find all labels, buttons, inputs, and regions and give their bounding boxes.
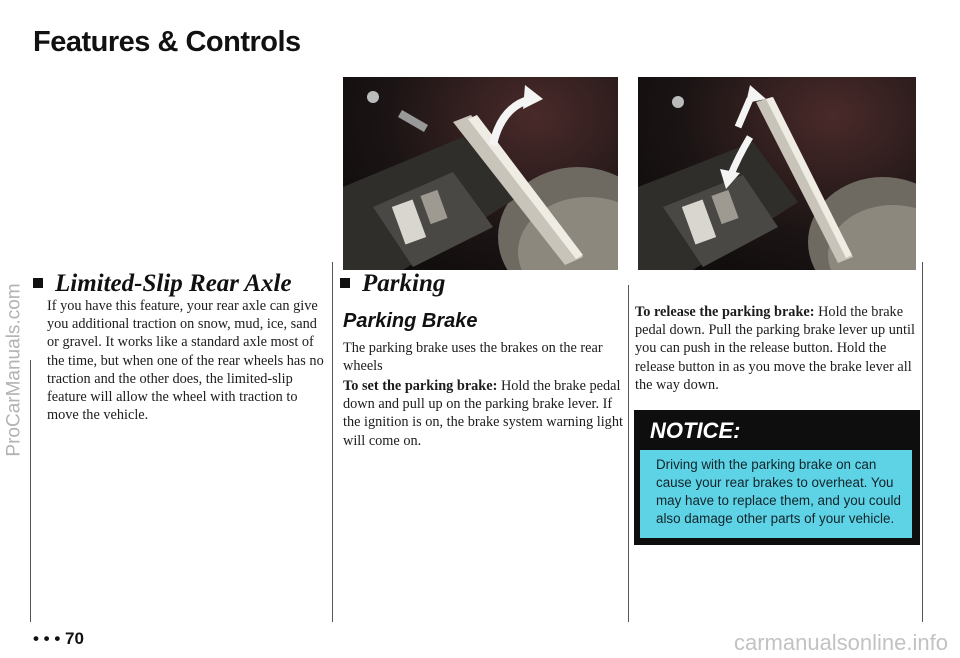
heading-bullet-icon — [340, 278, 350, 288]
bottom-watermark: carmanualsonline.info — [733, 630, 948, 655]
page-title: Features & Controls — [33, 26, 301, 58]
notice-box — [634, 410, 920, 545]
limited-slip-paragraph: If you have this feature, your rear axle can give you additional traction on snow, mud, ice, sand or gravel. It works like a standard axle most of the time, but when one of the rear wheels has no traction and the other does, the limited-slip feature will allow the wheel with traction to move the vehicle. — [47, 298, 324, 424]
right-margin-rule — [922, 262, 923, 622]
heading-bullet-icon — [33, 278, 43, 288]
parking-brake-release-photo — [638, 77, 916, 270]
limited-slip-heading: Limited-Slip Rear Axle — [33, 270, 292, 298]
column-divider-left — [332, 262, 333, 622]
notice-heading: NOTICE: — [650, 418, 741, 443]
column-divider-right — [628, 285, 629, 622]
parking-brake-intro: The parking brake uses the brakes on the rear wheels — [343, 340, 603, 375]
parking-brake-subheading: Parking Brake — [343, 310, 478, 332]
side-watermark: ProCarManuals.com — [4, 283, 26, 457]
page-number: • • • 70 — [33, 629, 84, 648]
notice-body: Driving with the parking brake on can cause your rear brakes to overheat. You may have to replace them, and you could also damage other parts of your vehicle. — [640, 450, 912, 538]
parking-brake-release-paragraph: To release the parking brake: Hold the brake pedal down. Pull the parking brake lever up until you can push in the release button. Hold the release button in as you move the brake lever all the way down. — [635, 304, 915, 393]
parking-brake-set-photo — [343, 77, 618, 270]
parking-brake-set-paragraph: To set the parking brake: Hold the brake pedal down and pull up on the parking brake lever. If the ignition is on, the brake system warning light will come on. — [343, 378, 623, 449]
left-margin-rule — [30, 360, 31, 622]
parking-heading: Parking — [340, 270, 445, 298]
